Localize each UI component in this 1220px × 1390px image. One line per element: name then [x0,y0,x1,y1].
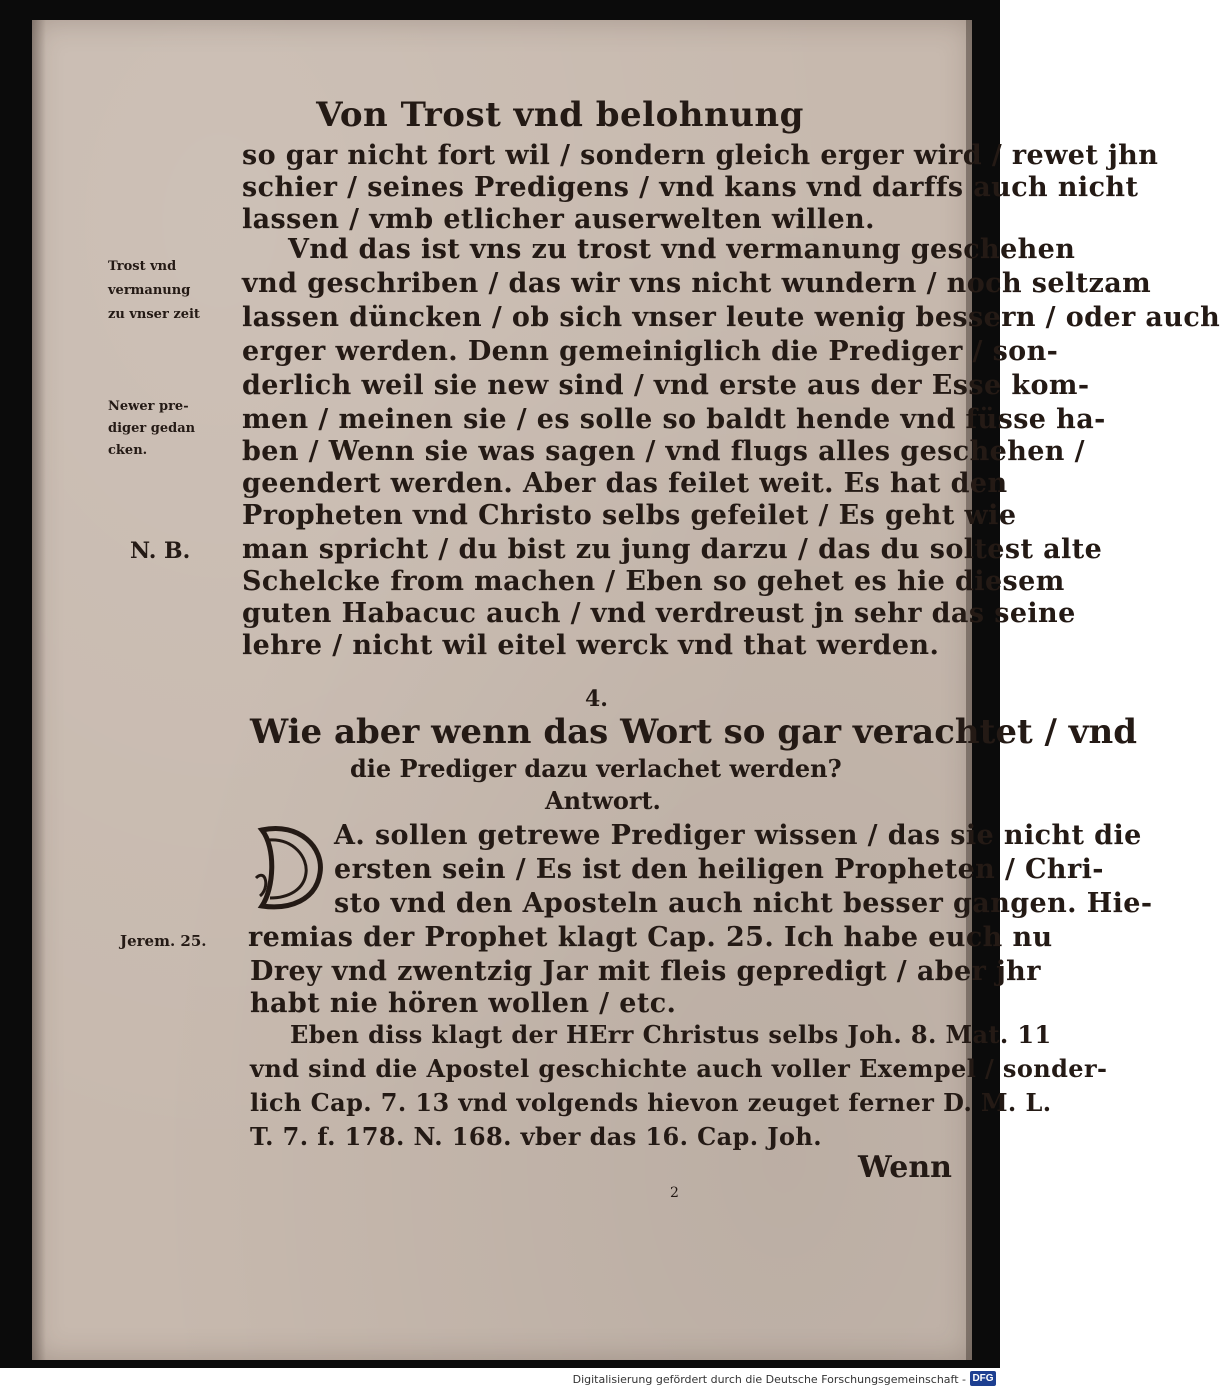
dfg-logo: DFG [970,1371,996,1386]
text-line: lassen düncken / ob sich vnser leute wenig bessern / oder auch [242,302,1220,333]
section-subtitle: die Prediger dazu verlachet werden? [350,754,842,783]
text-line: Schelcke from machen / Eben so gehet es hie diesem [242,566,1065,597]
catchword: Wenn [858,1150,952,1185]
text-line: vnd sind die Apostel geschichte auch voller Exempel / sonder- [250,1054,1108,1083]
margin-note-line: zu vnser zeit [108,307,200,322]
section-number: 4. [585,686,608,712]
text-line: guten Habacuc auch / vnd verdreust jn sehr das seine [242,598,1076,629]
section-answer-label: Antwort. [545,786,661,815]
text-line: Vnd das ist vns zu trost vnd vermanung geschehen [288,234,1076,265]
text-line: lich Cap. 7. 13 vnd volgends hievon zeuget ferner D. M. L. [250,1088,1052,1117]
margin-note-line: vermanung [108,283,191,298]
margin-note-jerem: Jerem. 25. [120,932,207,950]
text-line: T. 7. f. 178. N. 168. vber das 16. Cap. Joh. [250,1122,823,1151]
margin-note-line: cken. [108,443,148,458]
nota-bene-note: N. B. [130,538,191,564]
text-line: remias der Prophet klagt Cap. 25. Ich habe euch nu [248,922,1053,953]
text-line: derlich weil sie new sind / vnd erste aus der Esse kom- [242,370,1090,401]
text-line: schier / seines Predigens / vnd kans vnd darffs auch nicht [242,172,1139,203]
text-line: Eben diss klagt der HErr Christus selbs Joh. 8. Mat. 11 [290,1020,1052,1049]
text-line: Propheten vnd Christo selbs gefeilet / Es geht wie [242,500,1017,531]
page-binding-shadow [32,20,46,1360]
text-line: sto vnd den Aposteln auch nicht besser gangen. Hie- [334,888,1153,919]
text-line: man spricht / du bist zu jung darzu / das du soltest alte [242,534,1103,565]
text-line: habt nie hören wollen / etc. [250,988,677,1019]
margin-note-line: diger gedan [108,421,196,436]
text-line: men / meinen sie / es solle so baldt hende vnd füsse ha- [242,404,1106,435]
text-line: ben / Wenn sie was sagen / vnd flugs alles geschehen / [242,436,1085,467]
margin-note-line: Trost vnd [108,259,177,274]
funding-credit: Digitalisierung gefördert durch die Deutsche Forschungsgemeinschaft - [572,1373,966,1386]
page-edge-shadow [966,20,972,1360]
text-line: ersten sein / Es ist den heiligen Propheten / Chri- [334,854,1104,885]
margin-note-line: Newer pre- [108,399,189,414]
text-line: vnd geschriben / das wir vns nicht wundern / noch seltzam [242,268,1152,299]
decorated-initial [250,818,330,918]
text-line: Drey vnd zwentzig Jar mit fleis gepredigt / aber jhr [250,956,1041,987]
text-line: A. sollen getrewe Prediger wissen / das sie nicht die [334,820,1142,851]
section-title: Wie aber wenn das Wort so gar verachtet / vnd [250,712,1138,752]
text-line: so gar nicht fort wil / sondern gleich erger wird / rewet jhn [242,140,1159,171]
running-head: Von Trost vnd belohnung [316,95,804,135]
text-line: lehre / nicht wil eitel werck vnd that werden. [242,630,940,661]
text-line: lassen / vmb etlicher auserwelten willen. [242,204,875,235]
text-line: erger werden. Denn gemeiniglich die Prediger / son- [242,336,1059,367]
text-line: geendert werden. Aber das feilet weit. Es hat den [242,468,1008,499]
signature-mark: 2 [670,1185,679,1201]
